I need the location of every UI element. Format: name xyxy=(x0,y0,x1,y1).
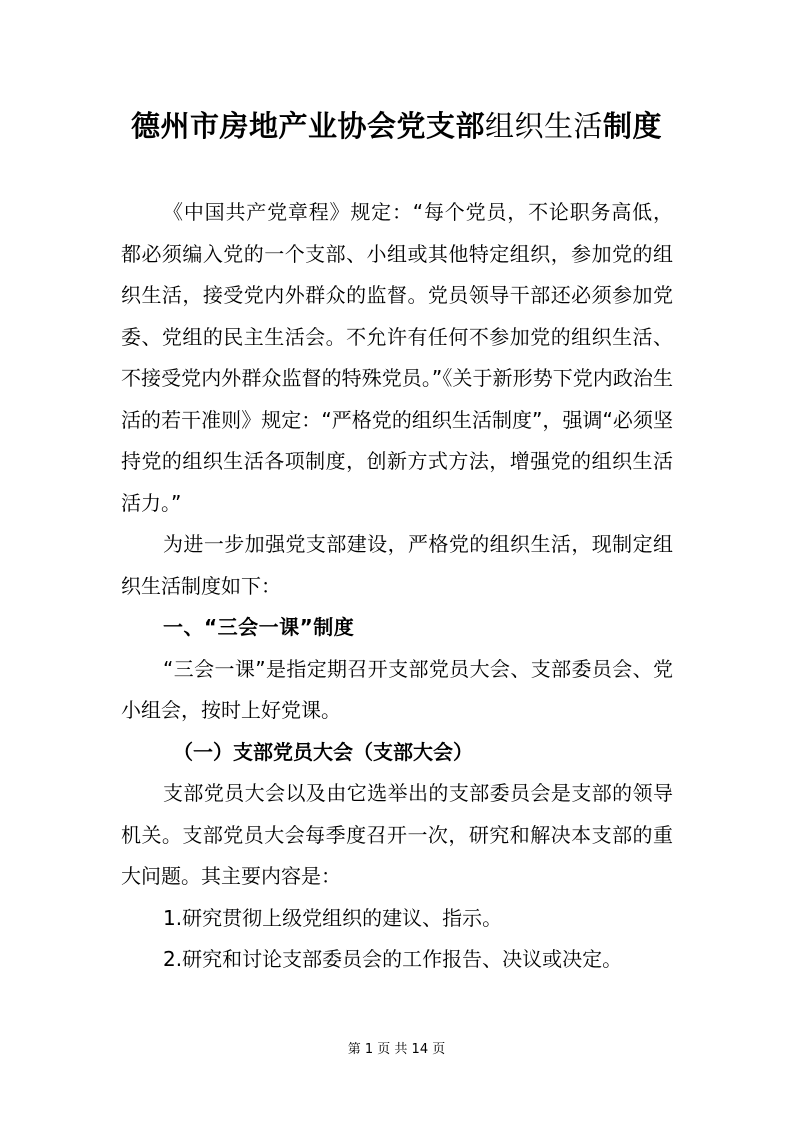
paragraph-party-constitution: 《中国共产党章程》规定：“每个党员，不论职务高低，都必须编入党的一个支部、小组或其他特定组织，参加党的组织生活，接受党内外群众的监督。党员领导干部还必须参加党委、党组的民主生活会。不允许有任何不参加党的组织生活、不接受党内外群众监督的特殊党员。”《关于新形势下党内政治生活的若干准则》规定：“严格党的组织生活制度”，强调“必须坚持党的组织生活各项制度，创新方式方法，增强党的组织生活活力。” xyxy=(121,200,673,515)
list-item-2: 2.研究和讨论支部委员会的工作报告、决议或决定。 xyxy=(163,947,623,971)
title-light-part: 组织生活 xyxy=(484,109,603,143)
title-bold-part-1: 德州市房地产业协会党支部 xyxy=(130,109,485,143)
subsection-heading-branch-meeting: （一）支部党员大会（支部大会） xyxy=(173,739,473,764)
title-bold-part-2: 制度 xyxy=(603,109,663,143)
document-title xyxy=(0,106,793,146)
paragraph-branch-meeting: 支部党员大会以及由它选举出的支部委员会是支部的领导机关。支部党员大会每季度召开一次，研究和解决本支部的重大问题。其主要内容是： xyxy=(121,781,673,888)
page-number-footer: 第 1 页 共 14 页 xyxy=(347,1042,446,1057)
section-heading-three-meetings: 一、“三会一课”制度 xyxy=(163,615,355,639)
document-body xyxy=(121,192,673,981)
paragraph-three-meetings-definition: “三会一课”是指定期召开支部党员大会、支部委员会、党小组会，按时上好党课。 xyxy=(121,656,673,722)
list-item-1: 1.研究贯彻上级党组织的建议、指示。 xyxy=(163,905,503,930)
paragraph-purpose: 为进一步加强党支部建设，严格党的组织生活，现制定组织生活制度如下： xyxy=(121,532,673,598)
